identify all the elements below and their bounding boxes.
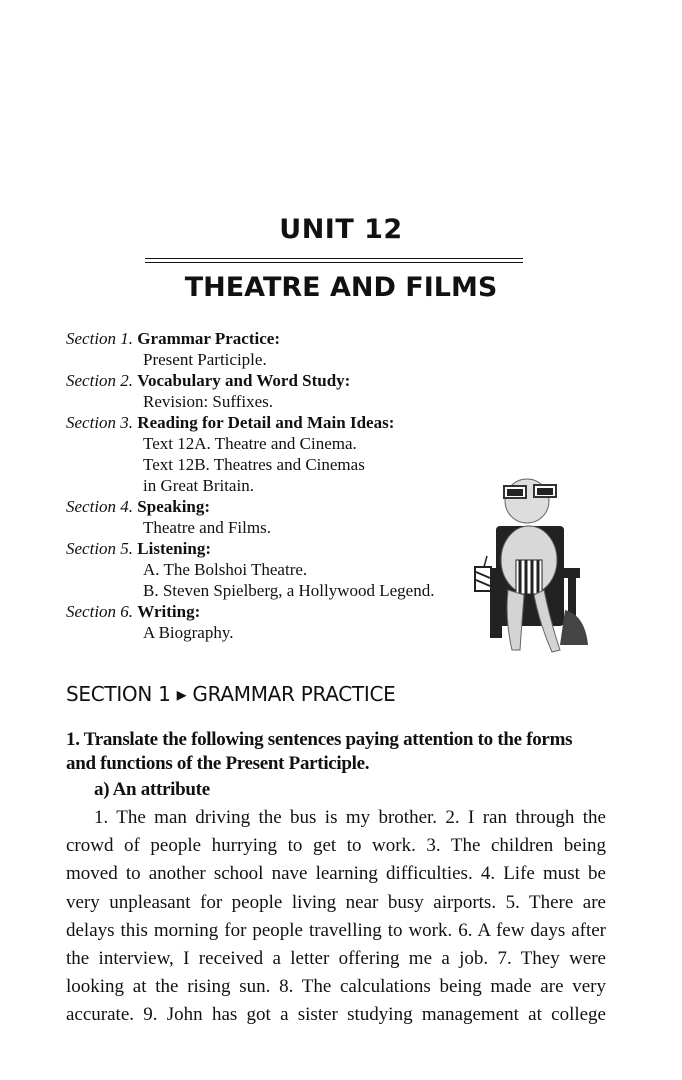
contents-item: [66, 601, 434, 622]
section-heading-text: Vocabulary and Word Study:: [137, 371, 351, 390]
contents-item: [66, 412, 434, 433]
contents-subitem: Theatre and Films.: [143, 518, 271, 537]
exercise-text: [66, 804, 606, 1030]
arrow-icon: ▸: [176, 682, 187, 706]
contents-subitem: B. Steven Spielberg, a Hollywood Legend.: [143, 581, 435, 600]
section-heading-text: Grammar Practice:: [137, 329, 280, 348]
section-number: SECTION 1: [66, 682, 171, 706]
section-label: Section 6.: [66, 602, 134, 621]
contents-item: [66, 328, 434, 349]
contents-subitem: Revision: Suffixes.: [143, 392, 274, 411]
unit-contents: [66, 328, 434, 643]
text-line: delays this morning for people travelling to work. 6. A few days after: [66, 919, 606, 941]
section-label: Section 2.: [66, 371, 134, 390]
contents-subitem: Text 12A. Theatre and Cinema.: [143, 434, 357, 453]
contents-subitem: Present Participle.: [143, 350, 267, 369]
text-line: accurate. 9. John has got a sister studying management at college: [66, 1004, 606, 1026]
divider: [145, 262, 523, 263]
unit-title: THEATRE AND FILMS: [184, 272, 498, 303]
text-line: looking at the rising sun. 8. The calculations being made are very: [66, 976, 606, 998]
unit-label: UNIT 12: [279, 214, 403, 245]
section-label: Section 5.: [66, 539, 134, 558]
section-heading-text: Reading for Detail and Main Ideas:: [137, 413, 395, 432]
section-heading-text: Speaking:: [137, 497, 211, 516]
divider: [145, 258, 523, 259]
contents-subitem: A Biography.: [143, 623, 234, 642]
text-line: crowd of people hurrying to get to work. 3. The children being: [66, 835, 606, 857]
section-label: Section 4.: [66, 497, 134, 516]
exercise-subheading: a) An attribute: [94, 779, 210, 800]
section-label: Section 1.: [66, 329, 134, 348]
text-line: the interview, I received a letter offering me a job. 7. They were: [66, 948, 606, 970]
cinema-viewer-illustration: [460, 460, 600, 670]
contents-item: [66, 496, 434, 517]
section-heading-text: Writing:: [137, 602, 201, 621]
exercise-instruction: 1. Translate the following sentences paying attention to the forms and functions of the Present Participle.: [66, 729, 573, 774]
contents-item: [66, 538, 434, 559]
contents-item: [66, 370, 434, 391]
text-line: moved to another school nave learning difficulties. 4. Life must be: [66, 863, 606, 885]
text-line: very unpleasant for people living near busy airports. 5. There are: [66, 891, 606, 913]
text-line: 1. The man driving the bus is my brother. 2. I ran through the: [94, 807, 606, 828]
contents-subitem: in Great Britain.: [143, 476, 254, 495]
section-title: GRAMMAR PRACTICE: [192, 682, 396, 706]
section-heading-text: Listening:: [137, 539, 211, 558]
section-heading: [66, 682, 395, 706]
section-label: Section 3.: [66, 413, 134, 432]
contents-subitem: Text 12B. Theatres and Cinemas: [143, 455, 365, 474]
contents-subitem: A. The Bolshoi Theatre.: [143, 560, 308, 579]
